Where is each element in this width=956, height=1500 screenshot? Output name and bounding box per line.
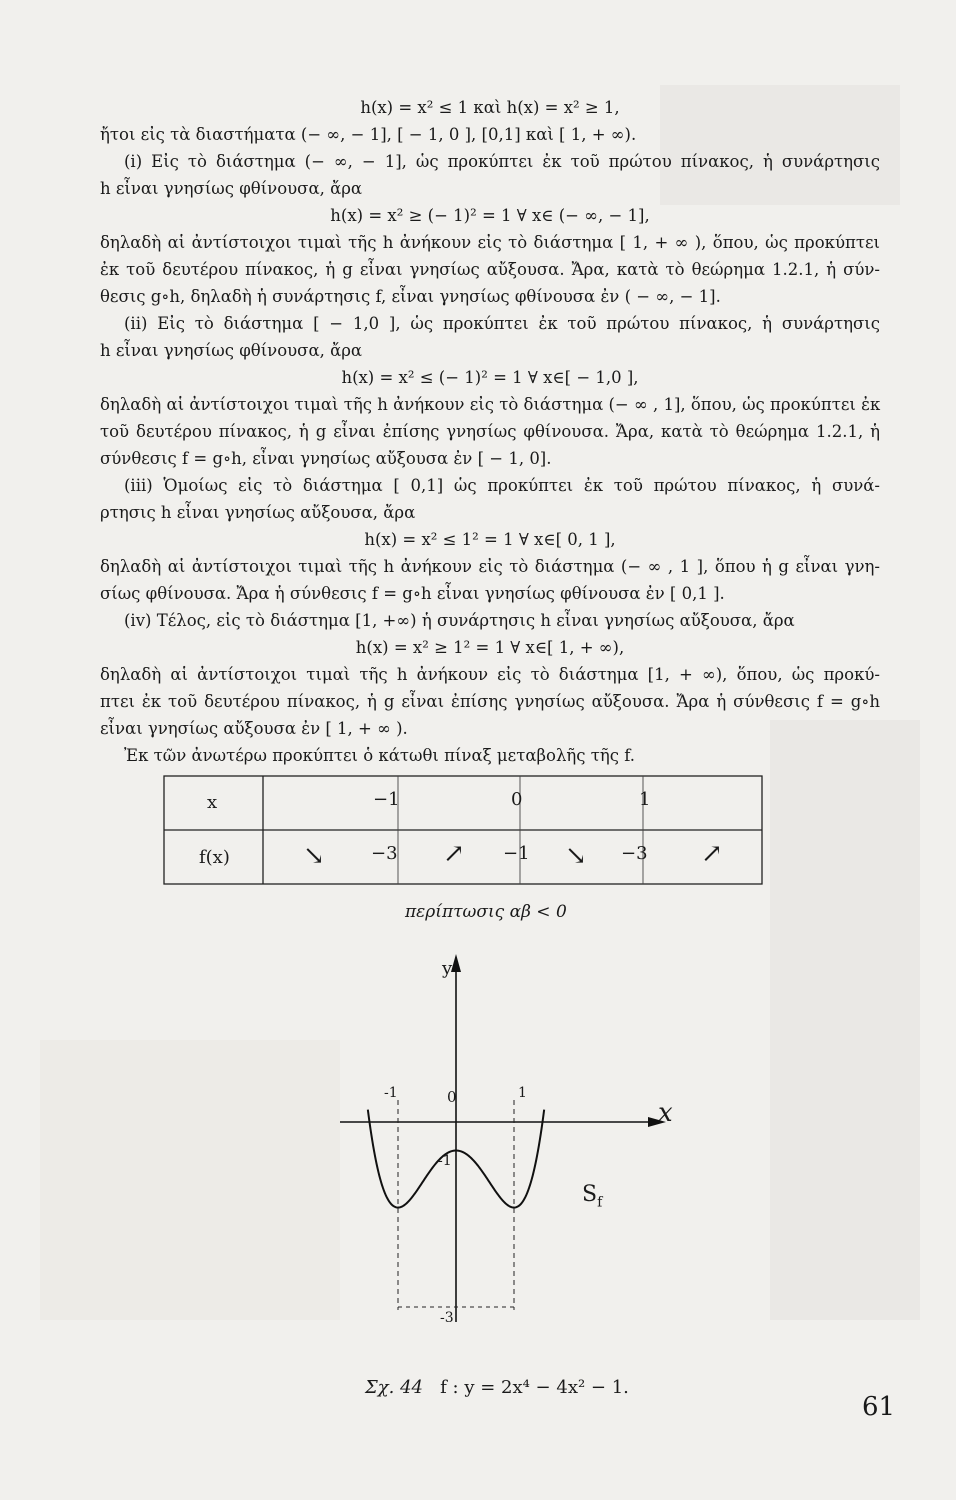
figure-formula: f : y = 2x⁴ − 4x² − 1.: [440, 1377, 629, 1398]
origin-label: 0: [447, 1088, 457, 1106]
text-line: δηλαδὴ αἱ ἀντίστοιχοι τιμαὶ τῆς h ἀνήκουν εἰς τὸ διάστημα [1, + ∞), ὅπου, ὡς προκύ-: [100, 665, 880, 684]
table-cell: −3: [371, 843, 398, 864]
text-line: h εἶναι γνησίως φθίνουσα, ἄρα: [100, 341, 363, 360]
table-cell: 0: [511, 789, 523, 810]
increasing-arrow-icon: ↗: [443, 839, 465, 869]
text-line: (ii) Εἰς τὸ διάστημα [ − 1,0 ], ὡς προκύπτει ἐκ τοῦ πρώτου πίνακος, ἡ συνάρτησις: [124, 314, 880, 333]
text-line: δηλαδὴ αἱ ἀντίστοιχοι τιμαὶ τῆς h ἀνήκουν εἰς τὸ διάστημα (− ∞ , 1 ], ὅπου ἡ g εἶναι γνη-: [100, 557, 880, 576]
text-line: σύνθεσις f = g∘h, εἶναι γνησίως αὔξουσα ἐν [ − 1, 0].: [100, 449, 552, 468]
x-axis-label: x: [658, 1098, 673, 1128]
x-tick-pos1: 1: [518, 1085, 527, 1101]
y-value-neg1: -1: [438, 1153, 452, 1169]
page-number: 61: [862, 1392, 896, 1422]
text-line: τοῦ δευτέρου πίνακος, ἡ g εἶναι ἐπίσης γνησίως φθίνουσα. Ἄρα, κατὰ τὸ θεώρημα 1.2.1, ἡ: [100, 422, 880, 441]
formula-line: h(x) = x² ≤ 1 καὶ h(x) = x² ≥ 1,: [360, 98, 620, 117]
formula-line: h(x) = x² ≥ (− 1)² = 1 ∀ x∈ (− ∞, − 1],: [330, 206, 650, 225]
table-cell: −1: [373, 789, 400, 810]
formula-line: h(x) = x² ≤ 1² = 1 ∀ x∈[ 0, 1 ],: [364, 530, 616, 549]
table-cell: −3: [621, 843, 648, 864]
x-tick-neg1: -1: [384, 1085, 398, 1101]
formula-line: h(x) = x² ≥ 1² = 1 ∀ x∈[ 1, + ∞),: [355, 638, 625, 657]
graph-svg: [330, 950, 710, 1330]
y-axis-arrow-icon: [451, 954, 461, 972]
text-line: πτει ἐκ τοῦ δευτέρου πίνακος, ἡ g εἶναι ἐπίσης γνησίως αὔξουσα. Ἄρα ἡ σύνθεσις f = g∘h: [100, 692, 880, 711]
table-header-fx: f(x): [199, 847, 230, 868]
text-line: ἤτοι εἰς τὰ διαστήματα (− ∞, − 1], [ − 1, 0 ], [0,1] καὶ [ 1, + ∞).: [100, 125, 637, 144]
text-line: δηλαδὴ αἱ ἀντίστοιχοι τιμαὶ τῆς h ἀνήκουν εἰς τὸ διάστημα (− ∞ , 1], ὅπου, ὡς προκύπτει ἐκ: [100, 395, 881, 414]
function-graph: [330, 950, 710, 1330]
table-cell: −1: [503, 843, 530, 864]
curve-label: $S_f$: [582, 1182, 603, 1211]
y-axis-label: y: [442, 958, 453, 979]
text-line: (iii) Ὁμοίως εἰς τὸ διάστημα [ 0,1] ὡς προκύπτει ἐκ τοῦ πρώτου πίνακος, ἡ συνά-: [124, 476, 880, 495]
figure-caption: [365, 1377, 629, 1398]
decreasing-arrow-icon: ↘: [565, 841, 587, 871]
text-line: h εἶναι γνησίως φθίνουσα, ἄρα: [100, 179, 363, 198]
figure-number: Σχ. 44: [365, 1377, 423, 1398]
variation-table: [163, 775, 763, 885]
text-line: (iv) Τέλος, εἰς τὸ διάστημα [1, +∞) ἡ συνάρτησις h εἶναι γνησίως αὔξουσα, ἄρα: [124, 611, 795, 630]
text-line: ἐκ τοῦ δευτέρου πίνακος, ἡ g εἶναι γνησίως αὔξουσα. Ἄρα, κατὰ τὸ θεώρημα 1.2.1, ἡ σύν-: [100, 260, 880, 279]
table-caption: περίπτωσις αβ < 0: [405, 902, 567, 922]
text-line: Ἐκ τῶν ἀνωτέρω προκύπτει ὁ κάτωθι πίναξ μεταβολῆς τῆς f.: [124, 746, 636, 765]
formula-line: h(x) = x² ≤ (− 1)² = 1 ∀ x∈[ − 1,0 ],: [341, 368, 639, 387]
table-cell: 1: [639, 789, 651, 810]
text-line: θεσις g∘h, δηλαδὴ ἡ συνάρτησις f, εἶναι γνησίως φθίνουσα ἐν ( − ∞, − 1].: [100, 287, 721, 306]
text-line: εἶναι γνησίως αὔξουσα ἐν [ 1, + ∞ ).: [100, 719, 408, 738]
text-line: σίως φθίνουσα. Ἄρα ἡ σύνθεσις f = g∘h εἶναι γνησίως φθίνουσα ἐν [ 0,1 ].: [100, 584, 725, 603]
increasing-arrow-icon: ↗: [701, 839, 723, 869]
decreasing-arrow-icon: ↘: [303, 841, 325, 871]
text-line: (i) Εἰς τὸ διάστημα (− ∞, − 1], ὡς προκύπτει ἐκ τοῦ πρώτου πίνακος, ἡ συνάρτησις: [124, 152, 880, 171]
table-header-x: x: [207, 792, 218, 813]
y-value-neg3: -3: [440, 1310, 454, 1326]
text-line: ρτησις h εἶναι γνησίως αὔξουσα, ἄρα: [100, 503, 416, 522]
text-line: δηλαδὴ αἱ ἀντίστοιχοι τιμαὶ τῆς h ἀνήκουν εἰς τὸ διάστημα [ 1, + ∞ ), ὅπου, ὡς προκύπτει: [100, 233, 880, 252]
